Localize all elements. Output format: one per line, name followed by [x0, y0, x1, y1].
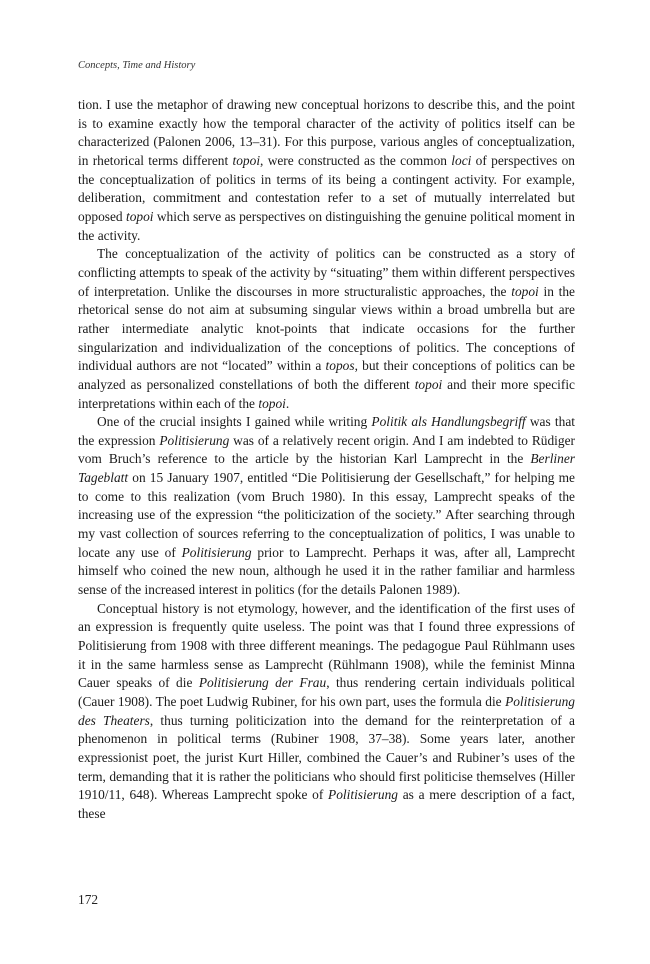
text-run: One of the crucial insights I gained while writing: [97, 414, 372, 430]
italic-text: Politisierung des Theaters: [78, 694, 575, 728]
text-run: in the rhetorical sense do not aim at subsuming singular views within a broad umbrella but are rather intermediate analytic knot-points that indicate occasions for the further singularization and individualization of the conceptions of politics. The conceptions of individual authors are not “located” within a: [78, 283, 575, 374]
text-run: .: [285, 395, 290, 411]
italic-text: Politisierung: [181, 544, 252, 560]
paragraph: [78, 96, 575, 245]
italic-text: Politisierung der Frau: [198, 675, 327, 691]
paragraph: [78, 413, 575, 600]
text-run: as a mere description of a fact, these: [78, 787, 575, 821]
italic-text: topoi: [511, 283, 539, 299]
italic-text: topoi: [126, 208, 154, 224]
italic-text: Politisierung: [159, 432, 230, 448]
italic-text: Politik als Handlungsbegriff: [371, 414, 526, 430]
text-run: , thus turning politicization into the demand for the reinterpretation of a phenomenon in political terms (Rubiner 1908, 37–38). Some years later, another expressionist poet, the jurist Kurt Hiller, combined the Cauer’s and Rubiner’s uses of the term, demanding that it is rather the politicians who should first politicise themselves (Hiller 1910/11, 648). Whereas Lamprecht spoke of: [78, 712, 575, 803]
italic-text: topoi: [258, 395, 286, 411]
running-head: Concepts, Time and History: [78, 60, 196, 71]
italic-text: Politisierung: [328, 787, 398, 803]
text-run: on 15 January 1907, entitled “Die Politisierung der Gesellschaft,” for helping me to come to this realization (vom Bruch 1980). In this essay, Lamprecht speaks of the increasing use of the expression “the politicization of the society.” After searching through my vast collection of sources referring to the conceptualization of politics, I was unable to locate any use of: [78, 470, 575, 560]
text-run: Conceptual history is not etymology, however, and the identification of the first uses of an expression is frequently quite useless. The point was that I found three expressions of Politisierung from 1908 with three different meanings. The pedagogue Paul Rühlmann uses it in the same harmless sense as Lamprecht (Rühlmann 1908), while the feminist Minna Cauer speaks of die: [78, 600, 575, 691]
text-run: prior to Lamprecht. Perhaps it was, after all, Lamprecht himself who coined the new noun, although he used it in the rather familiar and harmless sense of the increased interest in politics (for the details Palonen 1989).: [78, 544, 575, 598]
text-run: , were constructed as the common: [260, 152, 452, 168]
text-run: tion. I use the metaphor of drawing new conceptual horizons to describe this, and the point is to examine exactly how the temporal character of the activity of politics itself can be characterized (Palonen 2006, 13–31). For this purpose, various angles of conceptualization, in rhetorical terms different: [78, 97, 575, 168]
italic-text: Berliner Tageblatt: [78, 451, 575, 486]
text-run: which serve as perspectives on distinguishing the genuine political moment in the activity.: [78, 208, 575, 243]
text-run: was that the expression: [78, 414, 575, 448]
paragraph: [78, 245, 575, 413]
italic-text: topoi: [232, 152, 261, 168]
text-run: was of a relatively recent origin. And I am indebted to Rüdiger vom Bruch’s reference to the article by the historian Karl Lamprecht in the: [78, 432, 575, 467]
text-run: of perspectives on the conceptualization of politics in terms of its being a contingent activity. For example, deliberation, commitment and contestation refer to a set of mutually interrelated but opposed: [78, 152, 576, 224]
page-number: 172: [78, 892, 99, 907]
text-run: The conceptualization of the activity of politics can be constructed as a story of conflicting attempts to speak of the activity by “situating” them within different perspectives of interpretation. Unlike the discourses in more structuralistic approaches, the: [78, 246, 575, 299]
text-run: , but their conceptions of politics can be analyzed as personalized constellations of both the different: [78, 358, 575, 392]
italic-text: topos: [325, 358, 355, 374]
italic-text: loci: [451, 152, 472, 168]
body-text: [78, 96, 575, 824]
italic-text: topoi: [414, 376, 443, 392]
text-run: , thus rendering certain individuals political (Cauer 1908). The poet Ludwig Rubiner, for his own part, uses the formula die: [78, 675, 575, 709]
text-run: and their more specific interpretations within each of the: [78, 376, 575, 411]
paragraph: [78, 600, 575, 824]
